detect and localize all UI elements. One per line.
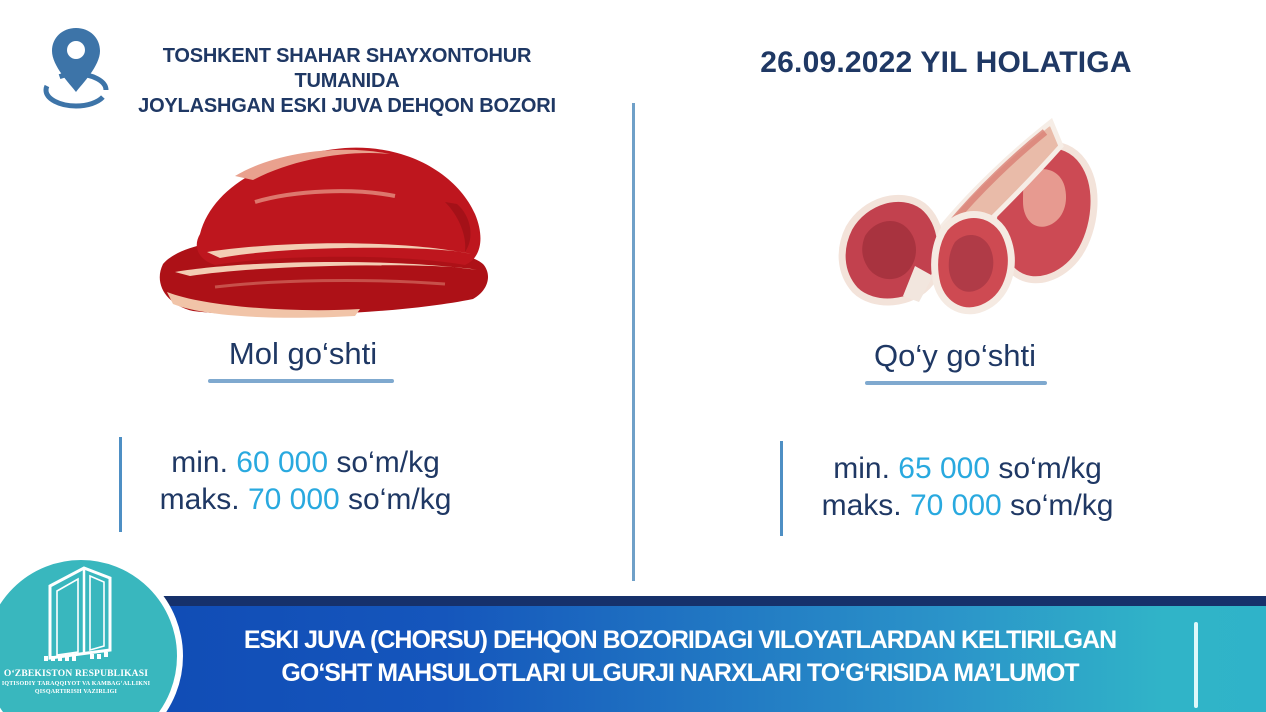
banner-title-line1: ESKI JUVA (CHORSU) DEHQON BOZORIDAGI VILOYATLARDAN KELTIRILGAN <box>243 626 1117 654</box>
product-name-beef: Mol go‘shti <box>228 336 378 371</box>
min-unit: so‘m/kg <box>336 446 440 479</box>
banner-top-strip <box>0 596 1266 606</box>
maks-unit: so‘m/kg <box>1010 489 1114 522</box>
lamb-price-accent-bar <box>780 441 783 536</box>
ministry-name-line1: O‘ZBEKISTON RESPUBLIKASI <box>3 669 149 679</box>
ministry-name <box>0 668 152 696</box>
ministry-building-icon <box>32 560 127 663</box>
beef-price-accent-bar <box>119 437 122 532</box>
min-label: min. <box>171 446 228 479</box>
lamb-photo <box>795 106 1125 321</box>
beef-label-underline <box>208 379 394 383</box>
location-title-line2: JOYLASHGAN ESKI JUVA DEHQON BOZORI <box>138 95 556 117</box>
min-value: 65 000 <box>898 452 991 485</box>
ministry-name-line2: IQTISODIY TARAQQIYOT VA KAMBAG‘ALLIKNI <box>1 681 151 687</box>
maks-unit: so‘m/kg <box>348 483 452 516</box>
beef-maks-price-line <box>133 481 478 518</box>
min-unit: so‘m/kg <box>998 452 1102 485</box>
lamb-min-price-line <box>795 450 1140 487</box>
location-title <box>112 44 582 119</box>
beef-photo <box>145 112 495 322</box>
banner-vertical-line <box>1194 622 1198 708</box>
min-value: 60 000 <box>236 446 329 479</box>
banner-title-line2: GO‘SHT MAHSULOTLARI ULGURJI NARXLARI TO‘G‘RISIDA MA’LUMOT <box>281 659 1079 687</box>
lamb-price-block <box>795 450 1140 524</box>
location-pin-icon <box>36 22 116 112</box>
lamb-label-underline <box>865 381 1047 385</box>
lamb-maks-price-line <box>795 487 1140 524</box>
beef-min-price-line <box>133 444 478 481</box>
location-title-line1: TOSHKENT SHAHAR SHAYXONTOHUR TUMANIDA <box>162 45 532 92</box>
maks-value: 70 000 <box>909 489 1002 522</box>
maks-label: maks. <box>821 489 902 522</box>
column-divider-line <box>632 103 635 581</box>
product-name-lamb: Qo‘y go‘shti <box>874 338 1036 373</box>
maks-label: maks. <box>159 483 240 516</box>
beef-price-block <box>133 444 478 518</box>
min-label: min. <box>833 452 890 485</box>
date-title: 26.09.2022 YIL HOLATIGA <box>760 46 1132 79</box>
maks-value: 70 000 <box>247 483 340 516</box>
ministry-name-line3: QISQARTIRISH VAZIRLIGI <box>34 689 118 695</box>
banner-title <box>170 624 1190 690</box>
